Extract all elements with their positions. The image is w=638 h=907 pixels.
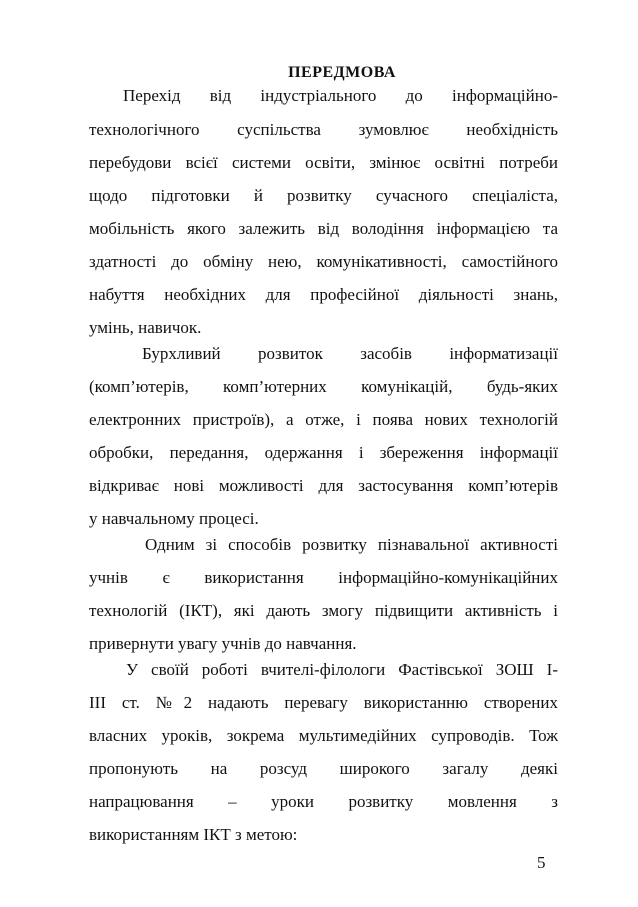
- paragraph-4-line-5: напрацювання – уроки розвитку мовлення з: [89, 792, 558, 811]
- paragraph-2-line-5: відкриває нові можливості для застосування комп’ютерів: [89, 476, 558, 495]
- paragraph-1-line-6: здатності до обміну нею, комунікативності, самостійного: [89, 252, 558, 271]
- paragraph-3-line-4: привернути увагу учнів до навчання.: [89, 634, 357, 653]
- paragraph-1-line-4: щодо підготовки й розвитку сучасного спеціаліста,: [89, 186, 558, 205]
- paragraph-3-line-1: Одним зі способів розвитку пізнавальної активності: [145, 535, 558, 554]
- paragraph-3-line-2: учнів є використання інформаційно-комунікаційних: [89, 568, 558, 587]
- paragraph-1-line-1: Перехід від індустріального до інформаційно-: [123, 86, 558, 105]
- paragraph-4-line-1: У своїй роботі вчителі-філологи Фастівської ЗОШ І-: [126, 660, 558, 679]
- paragraph-1-line-7: набуття необхідних для професійної діяльності знань,: [89, 285, 558, 304]
- paragraph-2-line-2: (комп’ютерів, комп’ютерних комунікацій, будь-яких: [89, 377, 558, 396]
- paragraph-2-line-6: у навчальному процесі.: [89, 509, 259, 528]
- page-title: ПЕРЕДМОВА: [288, 64, 396, 81]
- paragraph-1-line-3: перебудови всієї системи освіти, змінює освітні потреби: [89, 153, 558, 172]
- page-number: 5: [537, 853, 546, 872]
- paragraph-4-line-6: використанням ІКТ з метою:: [89, 825, 298, 844]
- paragraph-2-line-3: електронних пристроїв), а отже, і поява нових технологій: [89, 410, 558, 429]
- paragraph-4-line-2: ІІІ ст. №2 надають перевагу використанню створених: [89, 693, 558, 712]
- paragraph-1-line-8: умінь, навичок.: [89, 318, 202, 337]
- paragraph-1-line-2: технологічного суспільства зумовлює необхідність: [89, 120, 558, 139]
- paragraph-3-line-3: технологій (ІКТ), які дають змогу підвищити активність і: [89, 601, 558, 620]
- paragraph-1-line-5: мобільність якого залежить від володіння інформацією та: [89, 219, 558, 238]
- paragraph-2-line-1: Бурхливий розвиток засобів інформатизації: [142, 344, 558, 363]
- paragraph-4-line-4: пропонують на розсуд широкого загалу деякі: [89, 759, 558, 778]
- paragraph-4-line-3: власних уроків, зокрема мультимедійних супроводів. Тож: [89, 726, 558, 745]
- paragraph-2-line-4: обробки, передання, одержання і збереження інформації: [89, 443, 558, 462]
